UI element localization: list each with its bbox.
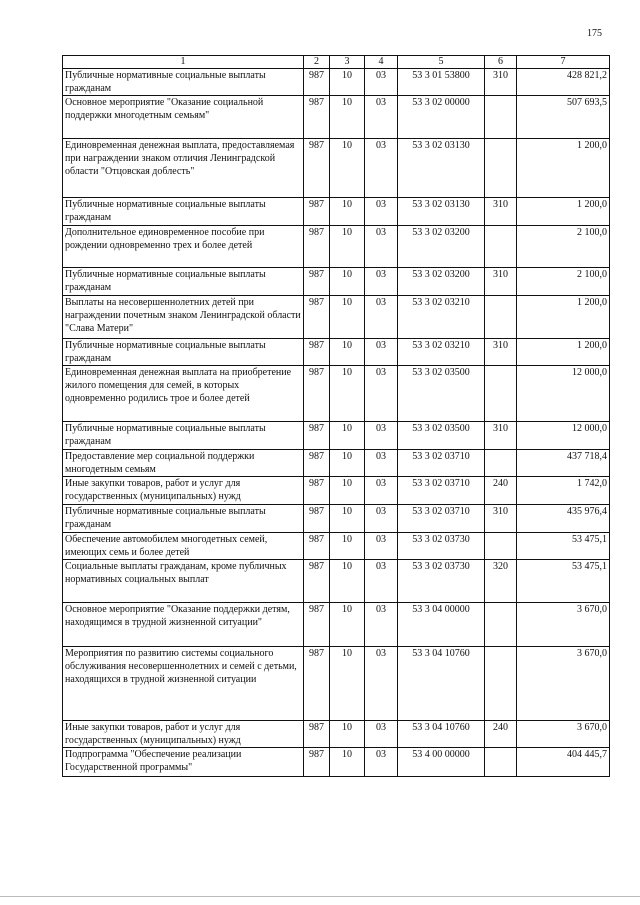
row-code-3: 10	[330, 450, 365, 477]
row-code-4: 03	[365, 477, 398, 505]
row-code-3: 10	[330, 339, 365, 366]
row-code-3: 10	[330, 268, 365, 296]
row-code-3: 10	[330, 647, 365, 721]
row-sum: 2 100,0	[517, 268, 610, 296]
row-code-3: 10	[330, 721, 365, 748]
row-code-2: 987	[304, 296, 330, 339]
table-row	[63, 721, 610, 748]
row-code-2: 987	[304, 450, 330, 477]
row-code-6	[485, 533, 517, 560]
row-name: Публичные нормативные социальные выплаты гражданам	[63, 198, 304, 226]
row-code-6: 320	[485, 560, 517, 603]
row-code-3: 10	[330, 139, 365, 198]
row-code-4: 03	[365, 533, 398, 560]
row-code-6	[485, 226, 517, 268]
row-code-2: 987	[304, 560, 330, 603]
row-code-6: 240	[485, 721, 517, 748]
row-code-4: 03	[365, 450, 398, 477]
table-row	[63, 450, 610, 477]
row-sum: 53 475,1	[517, 533, 610, 560]
row-sum: 437 718,4	[517, 450, 610, 477]
row-code-2: 987	[304, 226, 330, 268]
table-row	[63, 647, 610, 721]
row-code-5: 53 3 02 03500	[398, 422, 485, 450]
row-sum: 3 670,0	[517, 603, 610, 647]
row-code-2: 987	[304, 69, 330, 96]
row-code-5: 53 3 02 03500	[398, 366, 485, 422]
row-code-2: 987	[304, 268, 330, 296]
table-row	[63, 139, 610, 198]
row-code-6	[485, 603, 517, 647]
table-row	[63, 198, 610, 226]
row-code-4: 03	[365, 96, 398, 139]
table-row	[63, 533, 610, 560]
row-code-6	[485, 748, 517, 777]
row-sum: 1 200,0	[517, 198, 610, 226]
row-name: Дополнительное единовременное пособие при рождении одновременно трех и более детей	[63, 226, 304, 268]
row-sum: 1 200,0	[517, 139, 610, 198]
row-sum: 1 200,0	[517, 296, 610, 339]
row-name: Выплаты на несовершеннолетних детей при награждении почетным знаком Ленинградской области "Слава Матери"	[63, 296, 304, 339]
row-code-6: 310	[485, 422, 517, 450]
row-code-4: 03	[365, 560, 398, 603]
row-code-3: 10	[330, 603, 365, 647]
table-row	[63, 366, 610, 422]
row-name: Иные закупки товаров, работ и услуг для государственных (муниципальных) нужд	[63, 721, 304, 748]
row-code-5: 53 3 02 03710	[398, 450, 485, 477]
row-code-3: 10	[330, 748, 365, 777]
table-row	[63, 422, 610, 450]
row-code-3: 10	[330, 198, 365, 226]
row-name: Публичные нормативные социальные выплаты гражданам	[63, 422, 304, 450]
column-header: 4	[365, 56, 398, 69]
row-sum: 1 200,0	[517, 339, 610, 366]
row-code-6: 310	[485, 268, 517, 296]
row-name: Подпрограмма "Обеспечение реализации Государственной программы"	[63, 748, 304, 777]
row-code-2: 987	[304, 721, 330, 748]
table-row	[63, 477, 610, 505]
row-name: Публичные нормативные социальные выплаты гражданам	[63, 69, 304, 96]
row-code-4: 03	[365, 603, 398, 647]
row-code-4: 03	[365, 296, 398, 339]
row-code-6	[485, 450, 517, 477]
row-code-5: 53 3 02 03130	[398, 139, 485, 198]
row-name: Единовременная денежная выплата на приобретение жилого помещения для семей, в которых одновременно родились трое и более детей	[63, 366, 304, 422]
row-code-2: 987	[304, 198, 330, 226]
column-header: 2	[304, 56, 330, 69]
table-row	[63, 603, 610, 647]
row-code-4: 03	[365, 366, 398, 422]
row-code-2: 987	[304, 748, 330, 777]
table-row	[63, 96, 610, 139]
row-code-3: 10	[330, 422, 365, 450]
column-header: 6	[485, 56, 517, 69]
table-row	[63, 268, 610, 296]
row-code-2: 987	[304, 96, 330, 139]
table-row	[63, 69, 610, 96]
row-code-6: 310	[485, 69, 517, 96]
row-code-6	[485, 296, 517, 339]
row-code-3: 10	[330, 533, 365, 560]
row-sum: 435 976,4	[517, 505, 610, 533]
row-code-5: 53 3 04 00000	[398, 603, 485, 647]
row-sum: 53 475,1	[517, 560, 610, 603]
row-sum: 507 693,5	[517, 96, 610, 139]
row-code-2: 987	[304, 603, 330, 647]
row-code-4: 03	[365, 139, 398, 198]
page-bottom-line	[0, 896, 640, 897]
row-sum: 12 000,0	[517, 366, 610, 422]
row-name: Единовременная денежная выплата, предоставляемая при награждении знаком отличия Ленинградской области "Отцовская доблесть"	[63, 139, 304, 198]
row-code-5: 53 3 02 03200	[398, 268, 485, 296]
row-code-3: 10	[330, 477, 365, 505]
row-sum: 2 100,0	[517, 226, 610, 268]
table-row	[63, 296, 610, 339]
row-code-4: 03	[365, 339, 398, 366]
row-name: Основное мероприятие "Оказание социальной поддержки многодетным семьям"	[63, 96, 304, 139]
row-code-5: 53 3 04 10760	[398, 721, 485, 748]
column-header: 1	[63, 56, 304, 69]
row-code-6	[485, 647, 517, 721]
row-code-4: 03	[365, 198, 398, 226]
row-code-4: 03	[365, 647, 398, 721]
row-sum: 428 821,2	[517, 69, 610, 96]
row-code-3: 10	[330, 296, 365, 339]
row-code-5: 53 3 02 00000	[398, 96, 485, 139]
row-code-4: 03	[365, 422, 398, 450]
row-code-6	[485, 139, 517, 198]
row-name: Социальные выплаты гражданам, кроме публичных нормативных социальных выплат	[63, 560, 304, 603]
budget-table	[62, 55, 610, 777]
row-code-4: 03	[365, 505, 398, 533]
row-code-5: 53 3 02 03210	[398, 296, 485, 339]
row-code-2: 987	[304, 139, 330, 198]
column-header: 5	[398, 56, 485, 69]
row-code-4: 03	[365, 69, 398, 96]
row-code-3: 10	[330, 505, 365, 533]
row-code-2: 987	[304, 422, 330, 450]
row-code-6	[485, 366, 517, 422]
row-code-5: 53 3 02 03710	[398, 477, 485, 505]
row-code-2: 987	[304, 505, 330, 533]
column-header: 3	[330, 56, 365, 69]
row-sum: 1 742,0	[517, 477, 610, 505]
page-number: 175	[587, 28, 602, 39]
row-code-6: 310	[485, 505, 517, 533]
row-name: Предоставление мер социальной поддержки многодетным семьям	[63, 450, 304, 477]
row-sum: 404 445,7	[517, 748, 610, 777]
row-code-6: 310	[485, 339, 517, 366]
row-code-2: 987	[304, 339, 330, 366]
row-code-3: 10	[330, 366, 365, 422]
row-code-2: 987	[304, 477, 330, 505]
row-code-3: 10	[330, 69, 365, 96]
row-code-3: 10	[330, 226, 365, 268]
row-code-2: 987	[304, 533, 330, 560]
row-code-6	[485, 96, 517, 139]
row-code-5: 53 3 02 03210	[398, 339, 485, 366]
row-code-5: 53 3 04 10760	[398, 647, 485, 721]
row-sum: 3 670,0	[517, 647, 610, 721]
row-code-5: 53 3 02 03130	[398, 198, 485, 226]
row-name: Иные закупки товаров, работ и услуг для государственных (муниципальных) нужд	[63, 477, 304, 505]
table-row	[63, 226, 610, 268]
table-row	[63, 339, 610, 366]
row-code-5: 53 3 02 03730	[398, 560, 485, 603]
row-sum: 3 670,0	[517, 721, 610, 748]
row-name: Публичные нормативные социальные выплаты гражданам	[63, 268, 304, 296]
row-code-6: 310	[485, 198, 517, 226]
row-name: Публичные нормативные социальные выплаты гражданам	[63, 505, 304, 533]
table-row	[63, 748, 610, 777]
row-code-2: 987	[304, 366, 330, 422]
row-code-3: 10	[330, 96, 365, 139]
row-code-2: 987	[304, 647, 330, 721]
row-code-4: 03	[365, 748, 398, 777]
row-code-5: 53 3 02 03730	[398, 533, 485, 560]
row-code-4: 03	[365, 721, 398, 748]
row-name: Основное мероприятие "Оказание поддержки детям, находящимся в трудной жизненной ситуации"	[63, 603, 304, 647]
column-header: 7	[517, 56, 610, 69]
row-name: Обеспечение автомобилем многодетных семей, имеющих семь и более детей	[63, 533, 304, 560]
table-row	[63, 560, 610, 603]
row-code-6: 240	[485, 477, 517, 505]
header-row	[63, 56, 610, 69]
row-code-5: 53 4 00 00000	[398, 748, 485, 777]
row-code-4: 03	[365, 268, 398, 296]
table-row	[63, 505, 610, 533]
row-name: Публичные нормативные социальные выплаты гражданам	[63, 339, 304, 366]
row-code-3: 10	[330, 560, 365, 603]
row-code-4: 03	[365, 226, 398, 268]
row-code-5: 53 3 02 03200	[398, 226, 485, 268]
row-sum: 12 000,0	[517, 422, 610, 450]
row-code-5: 53 3 01 53800	[398, 69, 485, 96]
row-name: Мероприятия по развитию системы социального обслуживания несовершеннолетних и семей с детьми, находящихся в трудной жизненной ситуации	[63, 647, 304, 721]
row-code-5: 53 3 02 03710	[398, 505, 485, 533]
